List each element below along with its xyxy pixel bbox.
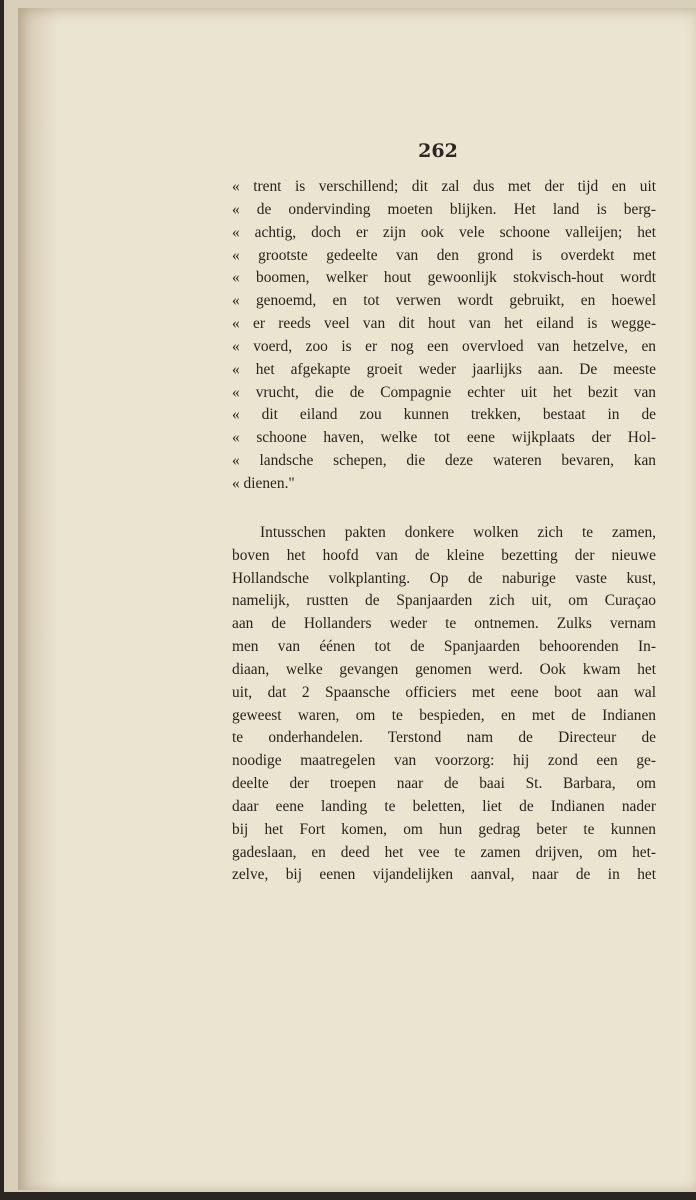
quote-line: « vrucht, die de Compagnie echter uit het bezit van	[232, 383, 656, 401]
paragraph-line: diaan, welke gevangen genomen werd. Ook kwam het	[232, 660, 656, 678]
page-number: 262	[418, 140, 458, 162]
paragraph-line: Intusschen pakten donkere wolken zich te zamen,	[260, 523, 656, 541]
paragraph-gap	[232, 496, 656, 522]
paragraph-line: geweest waren, om te bespieden, en met de Indianen	[232, 706, 656, 724]
quote-line: « dienen."	[232, 474, 295, 492]
quote-line: « landsche schepen, die deze wateren bevaren, kan	[232, 452, 656, 470]
paragraph-line: namelijk, rustten de Spanjaarden zich uit, om Curaçao	[232, 592, 656, 610]
quote-line: « dit eiland zou kunnen trekken, bestaat in de	[232, 406, 656, 424]
quote-line: « genoemd, en tot verwen wordt gebruikt, en hoewel	[232, 292, 656, 310]
paragraph-line: daar eene landing te beletten, liet de Indianen nader	[232, 797, 656, 815]
quote-line: « de ondervinding moeten blijken. Het land is berg-	[232, 200, 656, 218]
paragraph-line: zelve, bij eenen vijandelijken aanval, naar de in het	[232, 866, 656, 884]
quote-line: « schoone haven, welke tot eene wijkplaats der Hol-	[232, 429, 656, 447]
paragraph-line: uit, dat 2 Spaansche officiers met eene boot aan wal	[232, 683, 656, 701]
quote-line: « boomen, welker hout gewoonlijk stokvisch-hout wordt	[232, 269, 656, 287]
quote-line: « achtig, doch er zijn ook vele schoone valleijen; het	[232, 223, 656, 241]
body-text	[232, 176, 656, 887]
paragraph-line: gadeslaan, en deed het vee te zamen drijven, om het-	[232, 843, 656, 861]
paragraph-line: te onderhandelen. Terstond nam de Directeur de	[232, 729, 656, 747]
paragraph-block	[232, 522, 656, 888]
quote-line: « voerd, zoo is er nog een overvloed van hetzelve, en	[232, 337, 656, 355]
paragraph-line: aan de Hollanders weder te ontnemen. Zulks vernam	[232, 615, 656, 633]
quote-line: « het afgekapte groeit weder jaarlijks aan. De meeste	[232, 360, 656, 378]
paragraph-line: men van éénen tot de Spanjaarden behoorenden In-	[232, 638, 656, 656]
quote-line: « grootste gedeelte van den grond is overdekt met	[232, 246, 656, 264]
paragraph-line: deelte der troepen naar de baai St. Barbara, om	[232, 775, 656, 793]
quote-line: « trent is verschillend; dit zal dus met der tijd en uit	[232, 178, 656, 195]
paragraph-line: boven het hoofd van de kleine bezetting der nieuwe	[232, 546, 656, 564]
binding-shadow	[18, 8, 58, 1190]
paragraph-line: bij het Fort komen, om hun gedrag beter te kunnen	[232, 820, 656, 838]
paragraph-line: noodige maatregelen van voorzorg: hij zond een ge-	[232, 752, 656, 770]
paragraph-line: Hollandsche volkplanting. Op de naburige vaste kust,	[232, 569, 656, 587]
quote-block	[232, 176, 656, 496]
quote-line: « er reeds veel van dit hout van het eiland is wegge-	[232, 315, 656, 333]
